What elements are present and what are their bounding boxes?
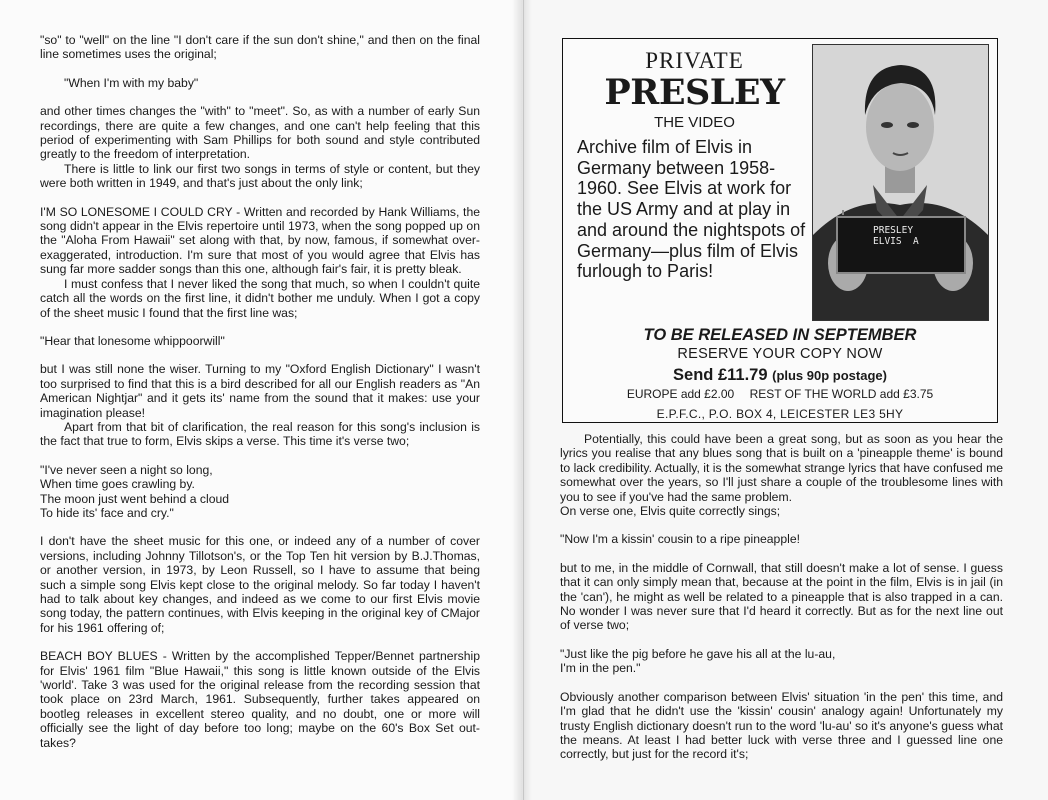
paragraph: BEACH BOY BLUES - Written by the accomplished Tepper/Bennet partnership for Elvis' 1961 film "Blue Hawaii," this song is little known outside of the Elvis 'world'. Take 3 was used for the original release from the recording session that took place on 23rd March, 1961. Subsequently, further takes appeared on bootleg releases in excellent stereo quality, and no doubt, one or more will officially see the light of day before too long; maybe on the 60's Box Set out-takes? (40, 649, 480, 750)
paragraph: There is little to link our first two songs in terms of style or content, but they were both written in 1949, and that's just about the only link; (40, 161, 480, 191)
paragraph: "Now I'm a kissin' cousin to a ripe pineapple! (560, 532, 800, 547)
placard-text (873, 225, 919, 247)
paragraph: I'm in the pen." (560, 661, 641, 676)
advert-address: E.P.F.C., P.O. BOX 4, LEICESTER LE3 5HY (656, 407, 904, 421)
paragraph: but I was still none the wiser. Turning to my "Oxford English Dictionary" I wasn't too surprised to find that this is a bird described for all our English readers as "An American Nightjar" and it gets its' name from the sound that it makes: use your imagination please! (40, 362, 480, 420)
placard-line-2: ELVIS A (873, 236, 919, 247)
left-page-column (40, 33, 480, 750)
paragraph: I'M SO LONESOME I COULD CRY - Written and recorded by Hank Williams, the song didn't appear in the Elvis repertoire until 1973, when the song popped up on the "Aloha From Hawaii" set along with that, by now, famous, if somewhat over-exaggerated, introduction. I'm sure that most of you would agree that Elvis has sung far more sadder songs than this one, although fair's fair, it is pretty bleak. (40, 204, 480, 277)
advert-title-presley: PRESLEY (604, 72, 785, 113)
paragraph: When time goes crawling by. (40, 477, 195, 492)
advert-ordering-info (563, 325, 997, 422)
page-gutter (512, 0, 532, 800)
advert-price-amount: Send £11.79 (673, 366, 768, 384)
paragraph: but to me, in the middle of Cornwall, that still doesn't make a lot of sense. I guess that it can only simply mean that, because at the point in the film, Elvis is in jail (in the 'can'), he might as well be related to a pineapple that is also trapped in a can. No wonder I was never sure that I'd heard it correctly. But as for the next line out of verse two; (560, 560, 1003, 633)
right-page-column (560, 432, 1003, 762)
advert-release-date: TO BE RELEASED IN SEPTEMBER (643, 326, 917, 344)
private-presley-advert (562, 38, 998, 423)
advert-europe-rate: EUROPE add £2.00 (626, 387, 735, 401)
elvis-mugshot-photo (812, 44, 989, 321)
placard-line-1: PRESLEY (873, 225, 914, 236)
paragraph: Potentially, this could have been a great song, but as soon as you hear the lyrics you realise that any blues song that is built on a 'pineapple theme' is bound to lack credibility. Actually, it is the somewhat strange lyrics that have confused me somewhat over the years, so I'll just share a couple of the troublesome lines with you to see if you've had the same problem. (560, 432, 1003, 504)
advert-reserve: RESERVE YOUR COPY NOW (677, 346, 883, 362)
paragraph: Obviously another comparison between Elvis' situation 'in the pen' this time, and I'm glad that he didn't use the 'kissin' cousin' analogy again! Unfortunately my trusty English dictionary doesn't run to the word 'lu-au' so it's anyone's guess what the means. At least I had better luck with verse three and I guessed line one correctly, but just for the record it's; (560, 689, 1003, 762)
paragraph: Apart from that bit of clarification, the real reason for this song's inclusion is the fact that true to form, Elvis skips a verse. This time it's verse two; (40, 419, 480, 449)
paragraph: "I've never seen a night so long, (40, 462, 213, 477)
advert-price (563, 365, 997, 386)
paragraph: To hide its' face and cry." (40, 505, 174, 520)
paragraph: I don't have the sheet music for this one, or indeed any of a number of cover versions, including Johnny Tillotson's, or the Top Ten hit version by B.J.Thomas, or another version, in 1973, by Leon Russell, so I have to assume that being such a simple song Elvis kept close to the original melody. So far today I haven't had to talk about key changes, and indeed as we come to our first Elvis movie song today, the pattern continues, with Elvis keeping in the original key of CMajor for his 1961 offering of; (40, 534, 480, 635)
paragraph: I must confess that I never liked the song that much, so when I couldn't quite catch all the words on the first line, it didn't bother me unduly. When I got a copy of the sheet music I found that the first line was; (40, 276, 480, 320)
advert-title-private: PRIVATE (645, 48, 744, 73)
paragraph: "Hear that lonesome whippoorwill" (40, 333, 225, 348)
advert-postage: (plus 90p postage) (772, 368, 887, 383)
advert-world-rate: REST OF THE WORLD add £3.75 (749, 387, 934, 401)
paragraph: The moon just went behind a cloud (40, 491, 230, 506)
advert-rates (563, 386, 997, 402)
paragraph: "so" to "well" on the line "I don't care if the sun don't shine," and then on the final line sometimes uses the original; (40, 33, 480, 62)
paragraph: On verse one, Elvis quite correctly sings; (560, 504, 781, 519)
paragraph: "Just like the pig before he gave his all at the lu-au, (560, 646, 836, 661)
paragraph: and other times changes the "with" to "meet". So, as with a number of early Sun recordings, there are quite a few changes, and one can't help feeling that this period of experimenting with Sam Phillips for both sound and style contributed greatly to the freedom of interpretation. (40, 104, 480, 162)
advert-subtitle: THE VIDEO (654, 114, 735, 131)
advert-text (577, 47, 812, 282)
paragraph: "When I'm with my baby" (64, 75, 199, 90)
advert-description: Archive film of Elvis in Germany between 1958-1960. See Elvis at work for the US Army and at play in and around the nightspots of Germany—plus film of Elvis furlough to Paris! (577, 137, 806, 282)
right-page (524, 0, 1048, 800)
